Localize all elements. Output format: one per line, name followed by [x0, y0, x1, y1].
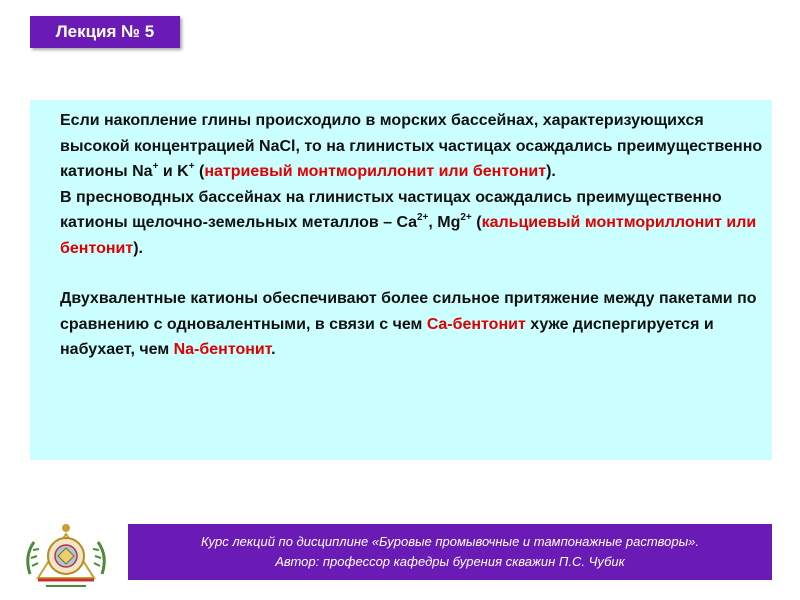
- text-span: хуже диспергируется и набухает, чем: [60, 315, 714, 358]
- paragraph-bivalent: [38, 286, 764, 363]
- lecture-badge: [30, 16, 180, 48]
- highlight-text: натриевый монтмориллонит или бентонит: [204, 163, 547, 180]
- text-span: Двухвалентные катионы обеспечивают более сильное притяжение между пакетами по сравнению с одновалентными, в связи с чем: [60, 290, 757, 333]
- text-span: ).: [546, 163, 556, 180]
- text-span: и K: [158, 163, 189, 180]
- lecture-text-panel: [30, 100, 772, 460]
- paragraph-marine: [38, 108, 764, 185]
- lecture-badge-label: Лекция № 5: [55, 22, 155, 41]
- text-span: В пресноводных бассейнах на глинистых частицах осаждались преимущественно катионы щелочно-земельных металлов – Ca: [60, 188, 722, 231]
- superscript: 2+: [416, 211, 429, 223]
- highlight-text: кальциевый монтмориллонит или бентонит: [60, 214, 757, 257]
- course-footer: [128, 524, 772, 580]
- footer-course-line: Курс лекций по дисциплине «Буровые промывочные и тампонажные растворы».: [200, 534, 700, 549]
- footer-author-line: Автор: профессор кафедры бурения скважин П.С. Чубик: [275, 554, 625, 569]
- paragraph-freshwater: [38, 185, 764, 262]
- text-span: , Mg: [428, 214, 461, 231]
- superscript: 2+: [460, 211, 472, 223]
- text-span: (: [471, 214, 482, 231]
- highlight-text: Ca-бентонит: [426, 315, 526, 333]
- text-span: Если накопление глины происходило в морских бассейнах, характеризующихся высокой концентрацией NaCl, то на глинистых частицах осаждались преимущественно катионы Na: [60, 112, 763, 180]
- text-span: (: [194, 163, 205, 180]
- text-span: .: [271, 341, 276, 358]
- superscript: +: [152, 160, 159, 172]
- text-span: ).: [133, 239, 143, 257]
- university-emblem-icon: [18, 516, 114, 594]
- highlight-text: Na-бентонит: [173, 341, 272, 358]
- superscript: +: [188, 160, 195, 172]
